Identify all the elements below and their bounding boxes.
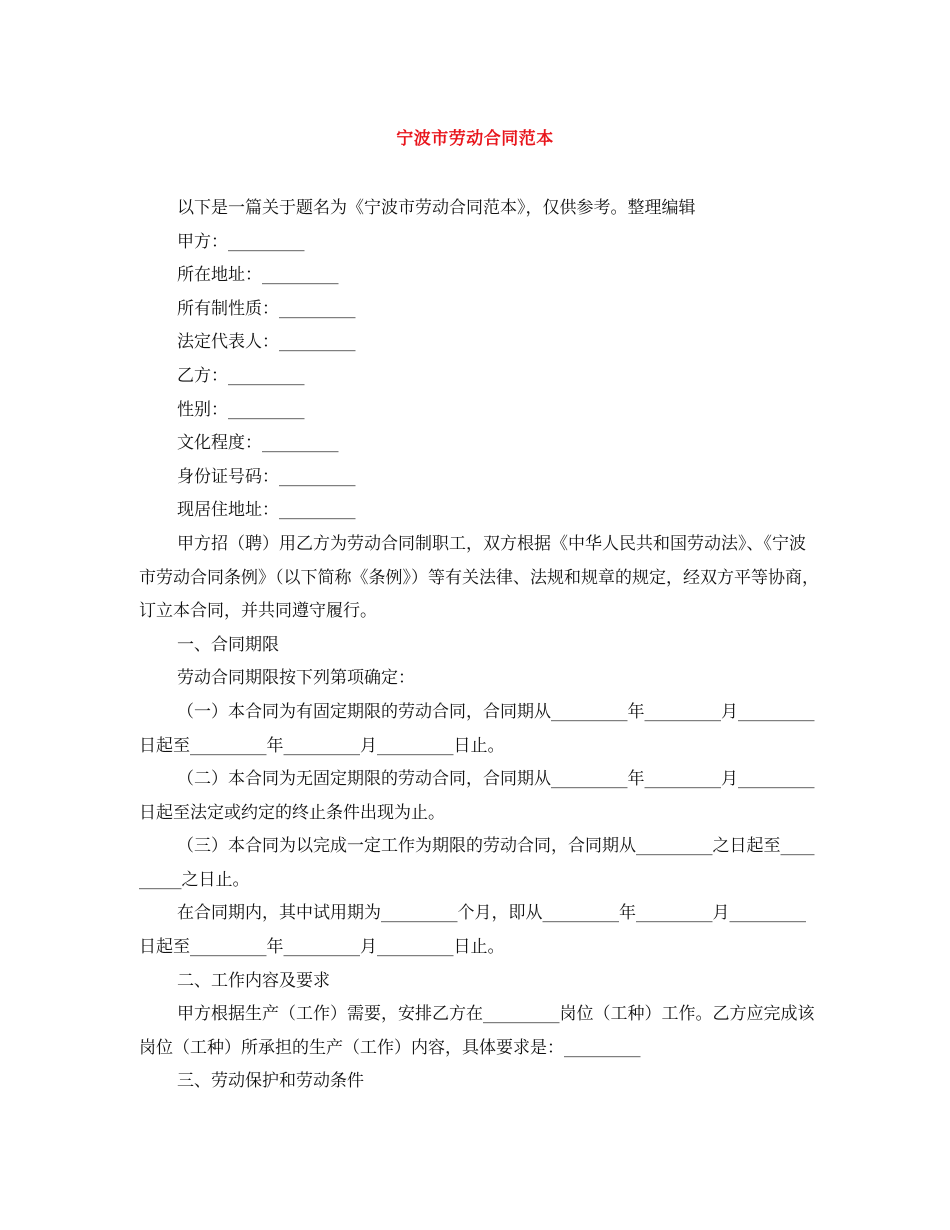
intro-paragraph: 以下是一篇关于题名为《宁波市劳动合同范本》，仅供参考。整理编辑 [177,198,696,218]
party-b-field: 乙方：_________ [177,365,305,386]
contract-basis-paragraph: 甲方招（聘）用乙方为劳动合同制职工，双方根据《中华人民共和国劳动法》、《宁波市劳动合同条例》（以下简称《条例》）等有关法律、法规和规章的规定，经双方平等协商，订立本合同，并共同遵守履行。 [139,533,819,622]
section-heading-protection: 三、劳动保护和劳动条件 [177,1071,364,1092]
task-term-paragraph: （三）本合同为以完成一定工作为期限的劳动合同，合同期从_________之日起至_________之日止。 [139,836,815,890]
section-heading-term: 一、合同期限 [177,634,279,655]
term-intro-paragraph: 劳动合同期限按下列第项确定： [177,668,415,689]
education-field: 文化程度：_________ [177,433,339,454]
fixed-term-paragraph: （一）本合同为有固定期限的劳动合同，合同期从_________年_________月_________日起至_________年_________月_________日止。 [139,701,815,756]
gender-field: 性别：_________ [177,399,305,420]
document-body [139,192,819,1099]
address-field: 所在地址：_________ [177,265,339,286]
id-number-field: 身份证号码：_________ [177,466,356,487]
work-content-paragraph: 甲方根据生产（工作）需要，安排乙方在_________岗位（工种）工作。乙方应完成该岗位（工种）所承担的生产（工作）内容，具体要求是：_________ [139,1004,815,1058]
section-heading-work: 二、工作内容及要求 [177,970,330,991]
document-title: 宁波市劳动合同范本 [396,129,554,149]
legal-representative-field: 法定代表人：_________ [177,332,356,353]
residence-address-field: 现居住地址：_________ [177,500,356,521]
ownership-field: 所有制性质：_________ [177,298,356,319]
open-term-paragraph: （二）本合同为无固定期限的劳动合同，合同期从_________年_________月_________日起至法定或约定的终止条件出现为止。 [139,769,815,823]
party-a-field: 甲方：_________ [177,231,305,252]
probation-paragraph: 在合同期内，其中试用期为_________个月，即从_________年_________月_________日起至_________年_________月_________日止。 [139,903,806,958]
